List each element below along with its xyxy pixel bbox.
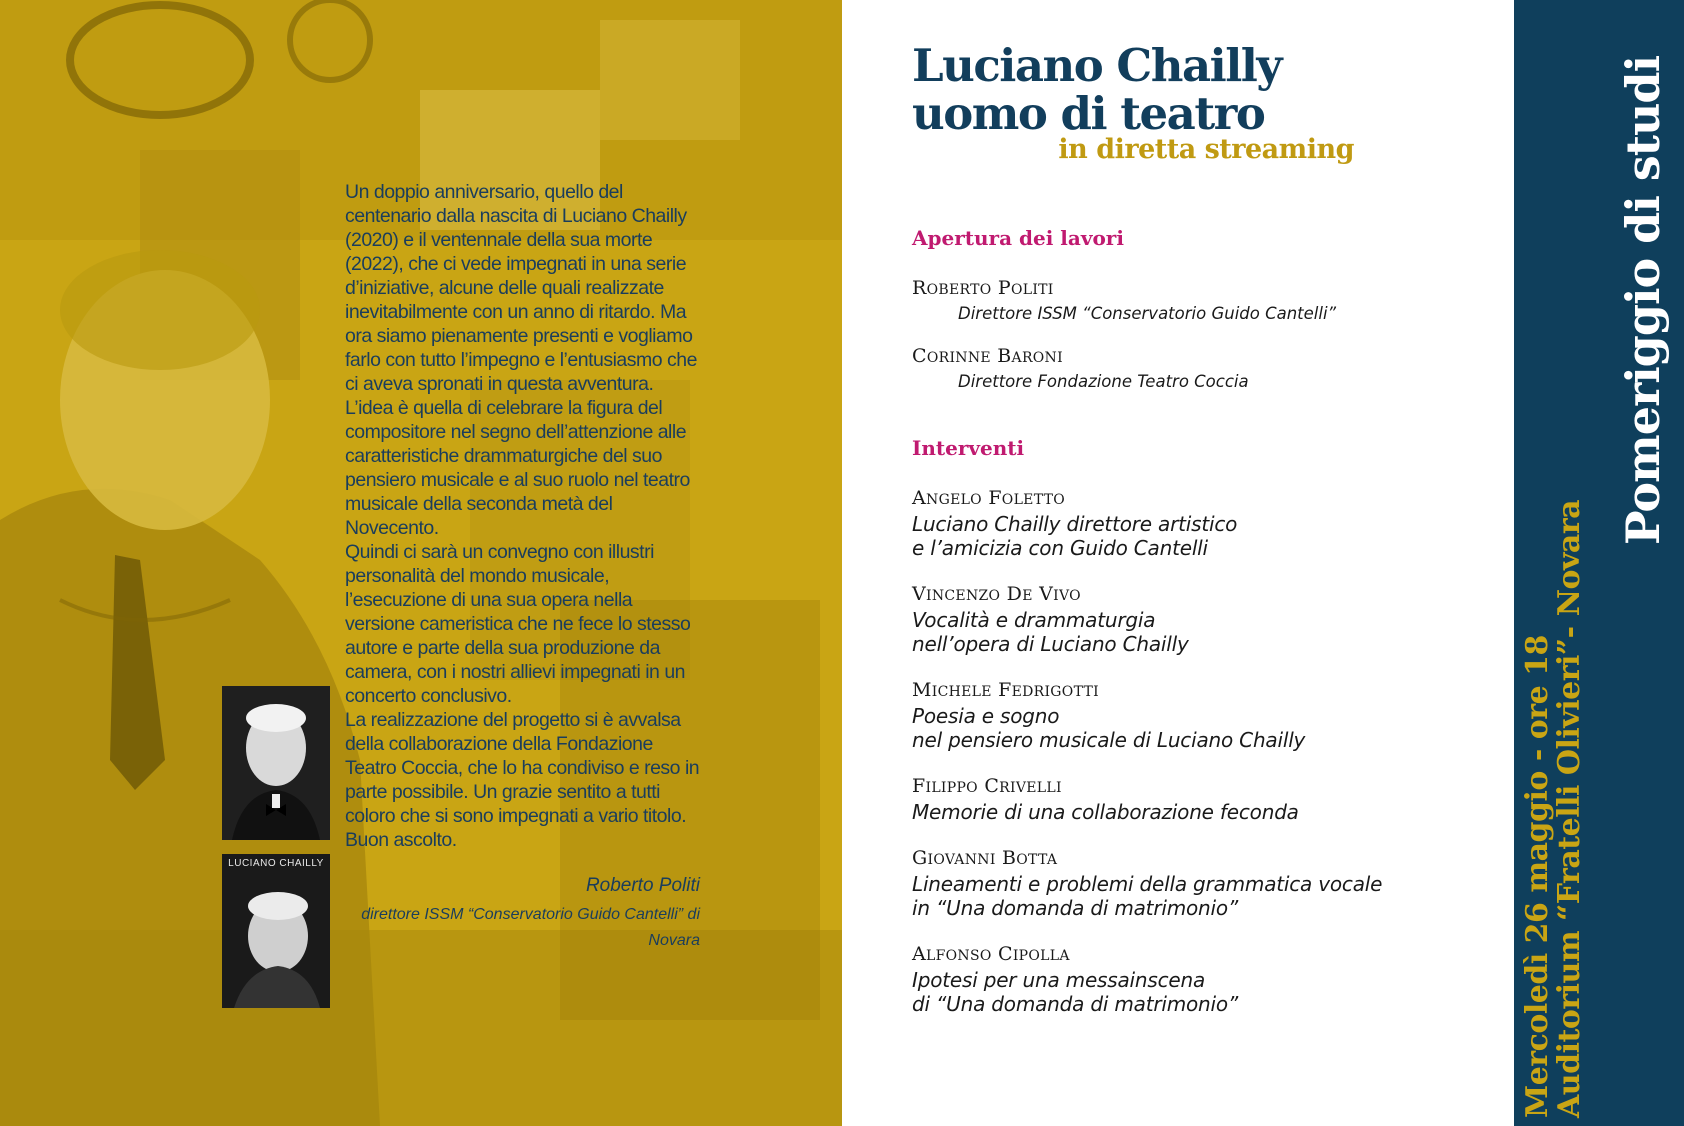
speaker-name: ANGELO FOLETTO	[912, 487, 1066, 509]
speaker-name: CORINNE BARONI	[912, 345, 1063, 367]
opening-speaker	[912, 344, 1512, 394]
opening-speaker	[912, 276, 1512, 326]
page-title	[912, 39, 1282, 140]
signature-role: direttore ISSM “Conservatorio Guido Cantelli” di Novara	[361, 906, 700, 949]
title-line-2: uomo di teatro	[912, 87, 1265, 140]
talk-item	[912, 846, 1512, 920]
speaker-name: FILIPPO CRIVELLI	[912, 775, 1062, 797]
talk-item	[912, 774, 1512, 824]
talk-title: Vocalità e drammaturgia nell’opera di Luciano Chailly	[912, 608, 1189, 656]
event-type: Pomeriggio di studi	[1616, 55, 1670, 545]
talk-title: Poesia e sogno nel pensiero musicale di Luciano Chailly	[912, 704, 1306, 752]
book-cover	[222, 854, 330, 1008]
book-cover-image	[222, 854, 330, 1008]
speaker-name: VINCENZO DE VIVO	[912, 583, 1081, 605]
speaker-name: GIOVANNI BOTTA	[912, 847, 1058, 869]
portrait-photo	[222, 686, 330, 840]
speaker-role: Direttore Fondazione Teatro Coccia	[958, 372, 1249, 391]
talk-title: Ipotesi per una messainscena di “Una domanda di matrimonio”	[912, 968, 1239, 1016]
portrait-image	[222, 686, 330, 840]
event-date: Mercoledì 26 maggio - ore 18	[1520, 635, 1555, 1118]
talk-item	[912, 486, 1512, 560]
section-heading-opening: Apertura dei lavori	[912, 226, 1124, 250]
speaker-name: MICHELE FEDRIGOTTI	[912, 679, 1099, 701]
talk-item	[912, 678, 1512, 752]
title-line-1: Luciano Chailly	[912, 39, 1282, 92]
talk-item	[912, 582, 1512, 656]
talk-title: Luciano Chailly direttore artistico e l’amicizia con Guido Cantelli	[912, 512, 1238, 560]
talk-title: Lineamenti e problemi della grammatica vocale in “Una domanda di matrimonio”	[912, 872, 1383, 920]
talk-title: Memorie di una collaborazione feconda	[912, 800, 1299, 824]
book-cover-title: LUCIANO CHAILLY	[228, 858, 324, 869]
talk-item	[912, 942, 1512, 1016]
page-subtitle: in diretta streaming	[1058, 134, 1354, 165]
speaker-name: ALFONSO CIPOLLA	[912, 943, 1070, 965]
speaker-role: Direttore ISSM “Conservatorio Guido Cantelli”	[958, 304, 1337, 323]
intro-text: Un doppio anniversario, quello del centenario dalla nascita di Luciano Chailly (2020) e il ventennale della sua morte (2022), che ci vede impegnati in una serie d’iniziative, alcune delle quali realizzate inevitabilmente con un anno di ritardo. Ma ora siamo pienamente presenti e vogliamo farlo con tutto l’impegno e l’entusiasmo che ci aveva spronati in questa avventura. L’idea è quella di celebrare la figura del compositore nel segno dell’attenzione alle caratteristiche drammaturgiche del suo pensiero musicale e al suo ruolo nel teatro musicale della seconda metà del Novecento. Quindi ci sarà un convegno con illustri personalità del mondo musicale, l’esecuzione di una sua opera nella versione cameristica che ne fece lo stesso autore e parte della sua produzione da camera, con i nostri allievi impegnati in un concerto conclusivo. La realizzazione del progetto si è avvalsa della collaborazione della Fondazione Teatro Coccia, che lo ha condiviso e reso in parte possibile. Un grazie sentito a tutti coloro che si sono impegnati a vario titolo. Buon ascolto.	[345, 181, 700, 851]
signature-name: Roberto Politi	[585, 875, 700, 896]
speaker-name: ROBERTO POLITI	[912, 277, 1054, 299]
section-heading-talks: Interventi	[912, 436, 1025, 460]
event-place: Auditorium “Fratelli Olivieri”- Novara	[1552, 499, 1587, 1118]
